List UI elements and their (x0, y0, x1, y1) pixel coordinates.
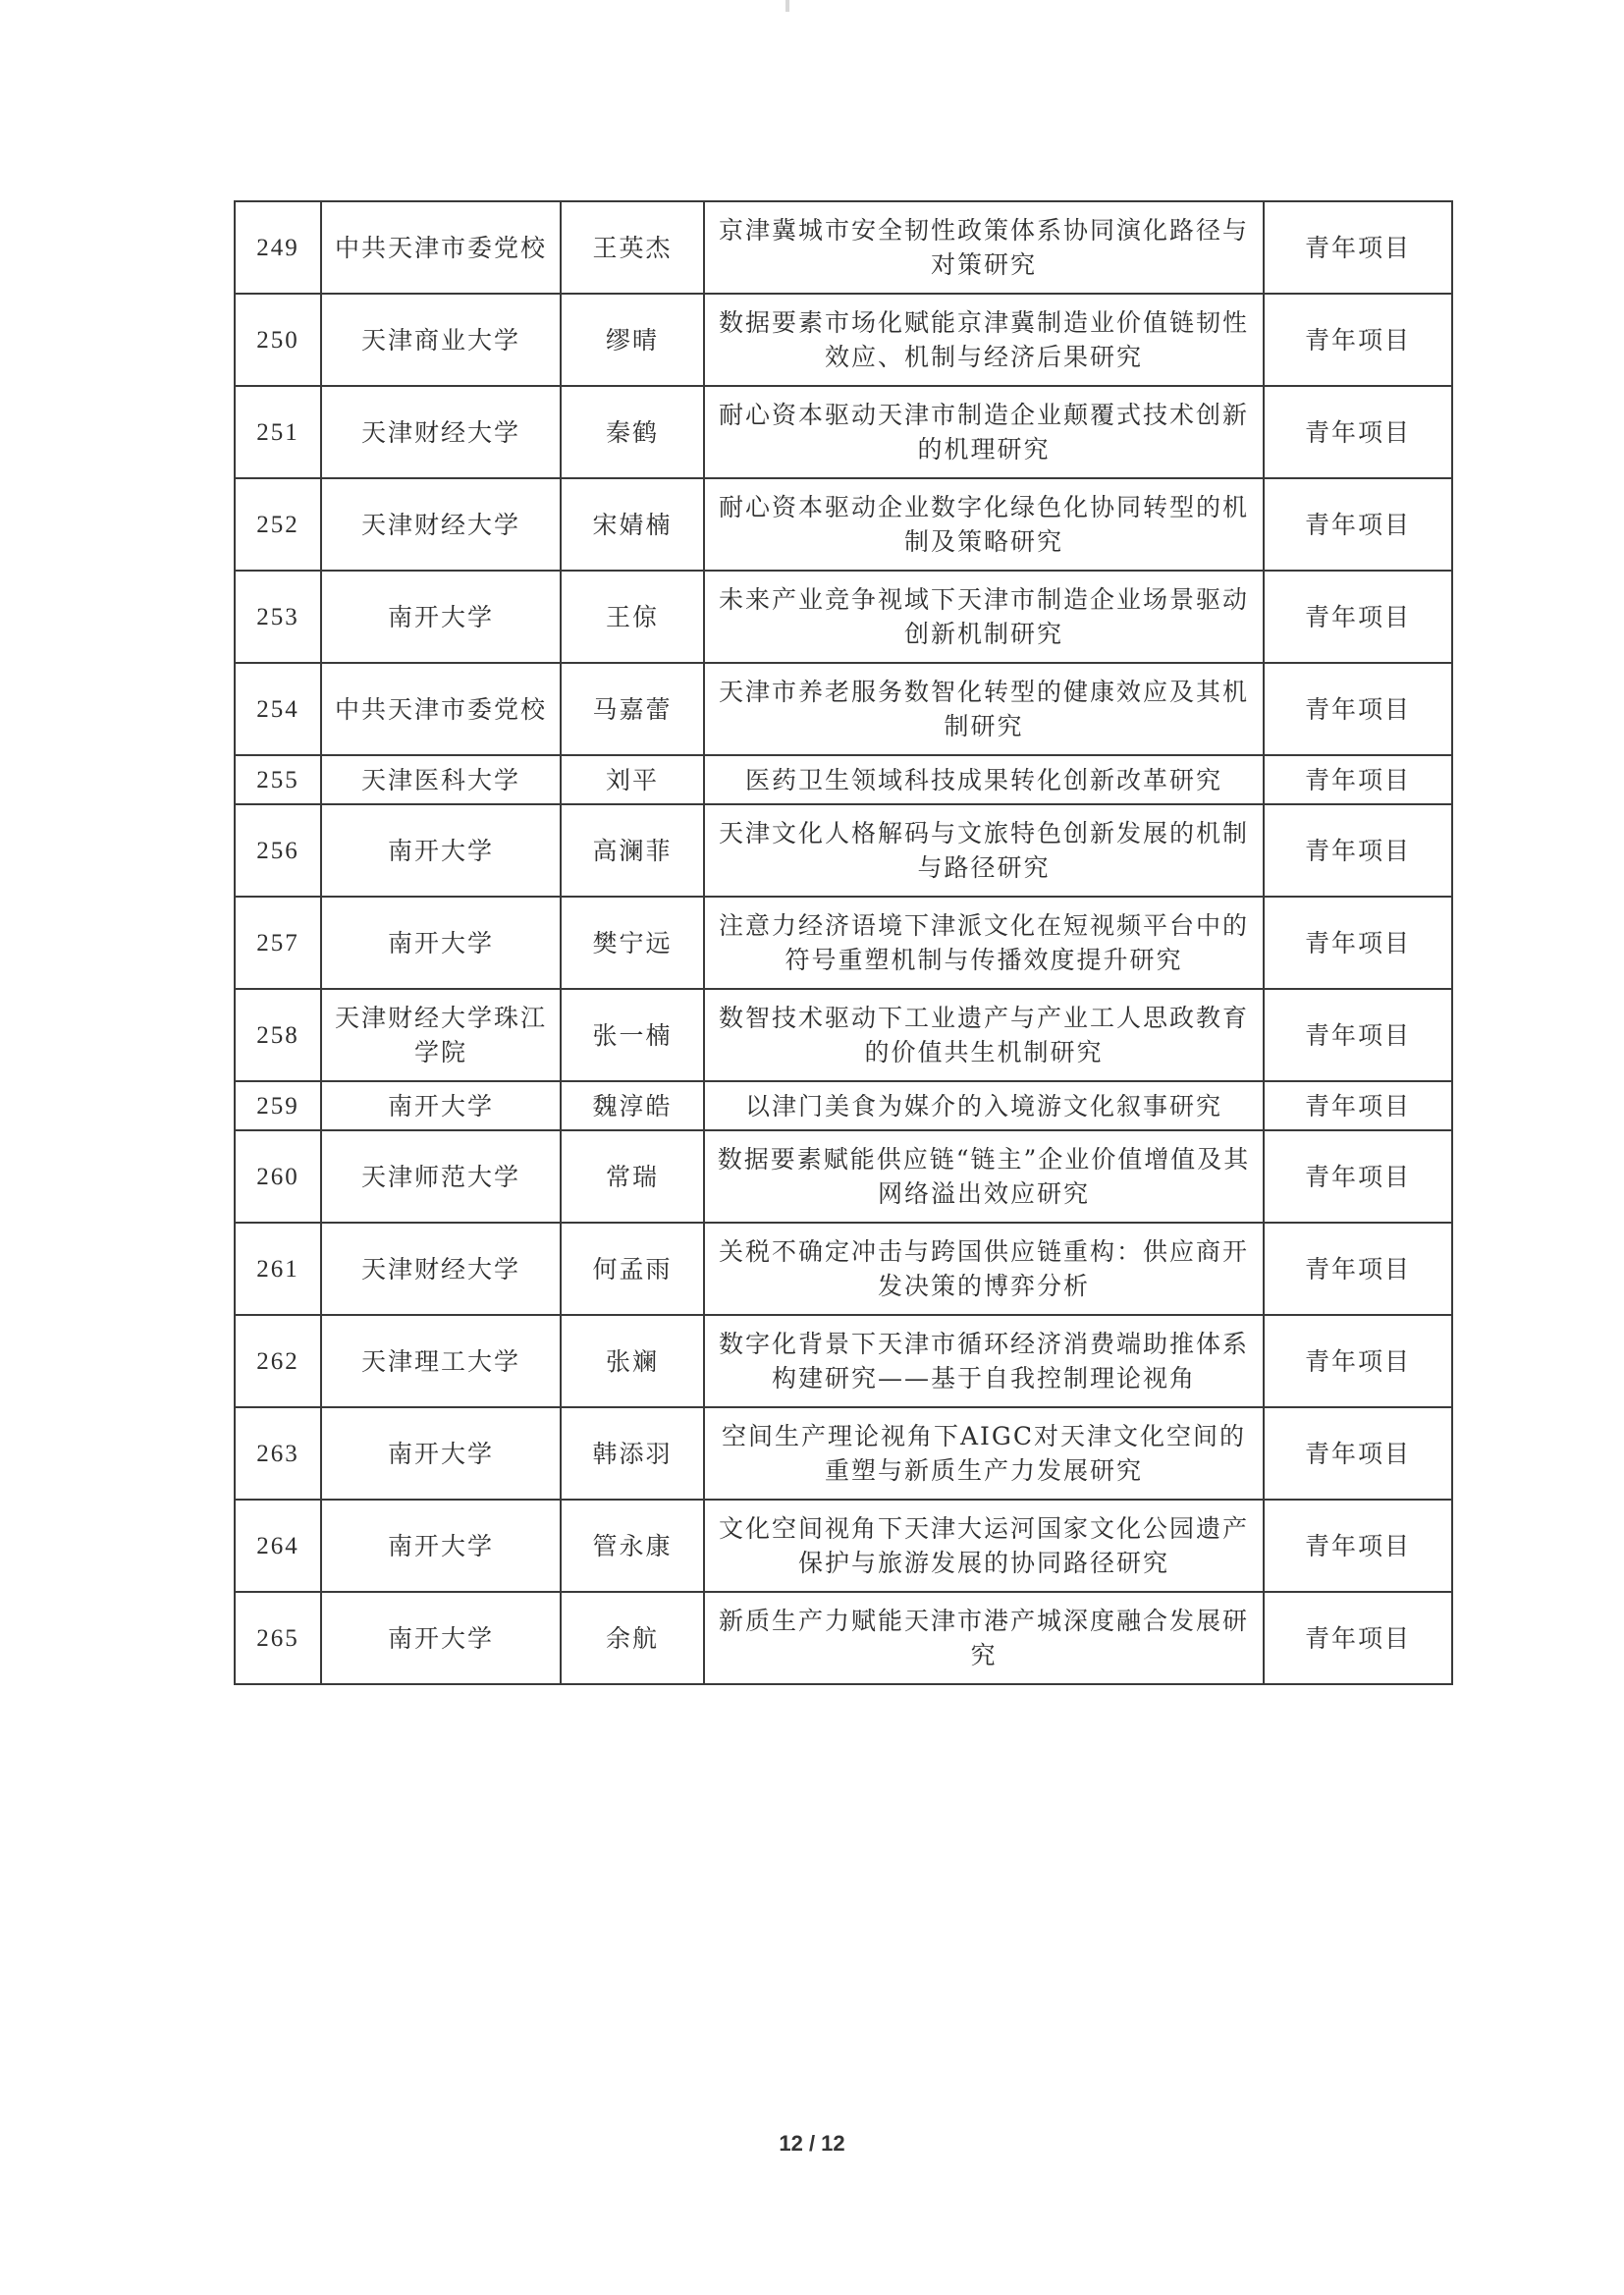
row-person: 王英杰 (561, 201, 704, 294)
row-type: 青年项目 (1264, 1592, 1452, 1684)
row-title: 文化空间视角下天津大运河国家文化公园遗产保护与旅游发展的协同路径研究 (704, 1500, 1264, 1592)
row-unit: 中共天津市委党校 (321, 201, 561, 294)
row-type: 青年项目 (1264, 478, 1452, 571)
row-type: 青年项目 (1264, 804, 1452, 897)
row-number: 259 (235, 1081, 321, 1130)
row-person: 余航 (561, 1592, 704, 1684)
row-title: 耐心资本驱动天津市制造企业颠覆式技术创新的机理研究 (704, 386, 1264, 478)
row-title: 关税不确定冲击与跨国供应链重构：供应商开发决策的博弈分析 (704, 1223, 1264, 1315)
row-number: 258 (235, 989, 321, 1081)
table-row (235, 663, 1452, 755)
table-row (235, 1315, 1452, 1407)
row-unit: 天津财经大学 (321, 1223, 561, 1315)
row-number: 255 (235, 755, 321, 804)
table-row (235, 386, 1452, 478)
row-number: 265 (235, 1592, 321, 1684)
table-row (235, 755, 1452, 804)
row-unit: 南开大学 (321, 897, 561, 989)
table-row (235, 571, 1452, 663)
row-type: 青年项目 (1264, 294, 1452, 386)
row-person: 缪晴 (561, 294, 704, 386)
row-number: 250 (235, 294, 321, 386)
row-title: 数字化背景下天津市循环经济消费端助推体系构建研究——基于自我控制理论视角 (704, 1315, 1264, 1407)
row-unit: 天津医科大学 (321, 755, 561, 804)
row-title: 新质生产力赋能天津市港产城深度融合发展研究 (704, 1592, 1264, 1684)
row-title: 医药卫生领域科技成果转化创新改革研究 (704, 755, 1264, 804)
row-title: 未来产业竞争视域下天津市制造企业场景驱动创新机制研究 (704, 571, 1264, 663)
row-type: 青年项目 (1264, 386, 1452, 478)
row-type: 青年项目 (1264, 755, 1452, 804)
row-title: 天津文化人格解码与文旅特色创新发展的机制与路径研究 (704, 804, 1264, 897)
row-unit: 天津财经大学 (321, 386, 561, 478)
row-title: 以津门美食为媒介的入境游文化叙事研究 (704, 1081, 1264, 1130)
table-row (235, 1500, 1452, 1592)
row-type: 青年项目 (1264, 1130, 1452, 1223)
row-title: 数据要素市场化赋能京津冀制造业价值链韧性效应、机制与经济后果研究 (704, 294, 1264, 386)
row-type: 青年项目 (1264, 1081, 1452, 1130)
row-unit: 天津理工大学 (321, 1315, 561, 1407)
row-unit: 南开大学 (321, 1592, 561, 1684)
row-unit: 南开大学 (321, 804, 561, 897)
row-title: 天津市养老服务数智化转型的健康效应及其机制研究 (704, 663, 1264, 755)
row-person: 常瑞 (561, 1130, 704, 1223)
row-person: 韩添羽 (561, 1407, 704, 1500)
row-type: 青年项目 (1264, 663, 1452, 755)
row-unit: 天津财经大学 (321, 478, 561, 571)
table-row (235, 804, 1452, 897)
row-type: 青年项目 (1264, 1500, 1452, 1592)
row-person: 秦鹤 (561, 386, 704, 478)
row-type: 青年项目 (1264, 1223, 1452, 1315)
row-person: 王倞 (561, 571, 704, 663)
row-title: 耐心资本驱动企业数字化绿色化协同转型的机制及策略研究 (704, 478, 1264, 571)
row-unit: 中共天津市委党校 (321, 663, 561, 755)
page-number: 12 / 12 (779, 2131, 845, 2156)
row-unit: 天津师范大学 (321, 1130, 561, 1223)
row-number: 254 (235, 663, 321, 755)
row-type: 青年项目 (1264, 1407, 1452, 1500)
row-number: 257 (235, 897, 321, 989)
row-unit: 南开大学 (321, 1500, 561, 1592)
row-person: 魏淳皓 (561, 1081, 704, 1130)
row-person: 樊宁远 (561, 897, 704, 989)
table-row (235, 1081, 1452, 1130)
row-person: 管永康 (561, 1500, 704, 1592)
row-number: 263 (235, 1407, 321, 1500)
table-row (235, 1223, 1452, 1315)
row-person: 张斓 (561, 1315, 704, 1407)
row-person: 马嘉蕾 (561, 663, 704, 755)
row-person: 张一楠 (561, 989, 704, 1081)
row-title: 注意力经济语境下津派文化在短视频平台中的符号重塑机制与传播效度提升研究 (704, 897, 1264, 989)
row-type: 青年项目 (1264, 989, 1452, 1081)
row-person: 何孟雨 (561, 1223, 704, 1315)
row-number: 264 (235, 1500, 321, 1592)
row-title: 京津冀城市安全韧性政策体系协同演化路径与对策研究 (704, 201, 1264, 294)
row-person: 高澜菲 (561, 804, 704, 897)
row-type: 青年项目 (1264, 201, 1452, 294)
row-number: 249 (235, 201, 321, 294)
row-number: 260 (235, 1130, 321, 1223)
row-title: 数智技术驱动下工业遗产与产业工人思政教育的价值共生机制研究 (704, 989, 1264, 1081)
row-unit: 南开大学 (321, 1407, 561, 1500)
row-number: 256 (235, 804, 321, 897)
row-number: 253 (235, 571, 321, 663)
row-number: 261 (235, 1223, 321, 1315)
row-title: 数据要素赋能供应链“链主”企业价值增值及其网络溢出效应研究 (704, 1130, 1264, 1223)
table-row (235, 478, 1452, 571)
row-title: 空间生产理论视角下AIGC对天津文化空间的重塑与新质生产力发展研究 (704, 1407, 1264, 1500)
table-row (235, 1130, 1452, 1223)
row-type: 青年项目 (1264, 897, 1452, 989)
row-person: 刘平 (561, 755, 704, 804)
table-row (235, 1407, 1452, 1500)
table-row (235, 897, 1452, 989)
row-unit: 南开大学 (321, 571, 561, 663)
table-row (235, 1592, 1452, 1684)
row-unit: 南开大学 (321, 1081, 561, 1130)
scan-mark (785, 0, 789, 12)
row-number: 262 (235, 1315, 321, 1407)
project-table (234, 200, 1453, 1685)
row-unit: 天津财经大学珠江学院 (321, 989, 561, 1081)
table-row (235, 989, 1452, 1081)
row-person: 宋婧楠 (561, 478, 704, 571)
row-type: 青年项目 (1264, 571, 1452, 663)
row-unit: 天津商业大学 (321, 294, 561, 386)
row-number: 252 (235, 478, 321, 571)
table-row (235, 294, 1452, 386)
row-number: 251 (235, 386, 321, 478)
row-type: 青年项目 (1264, 1315, 1452, 1407)
table-row (235, 201, 1452, 294)
